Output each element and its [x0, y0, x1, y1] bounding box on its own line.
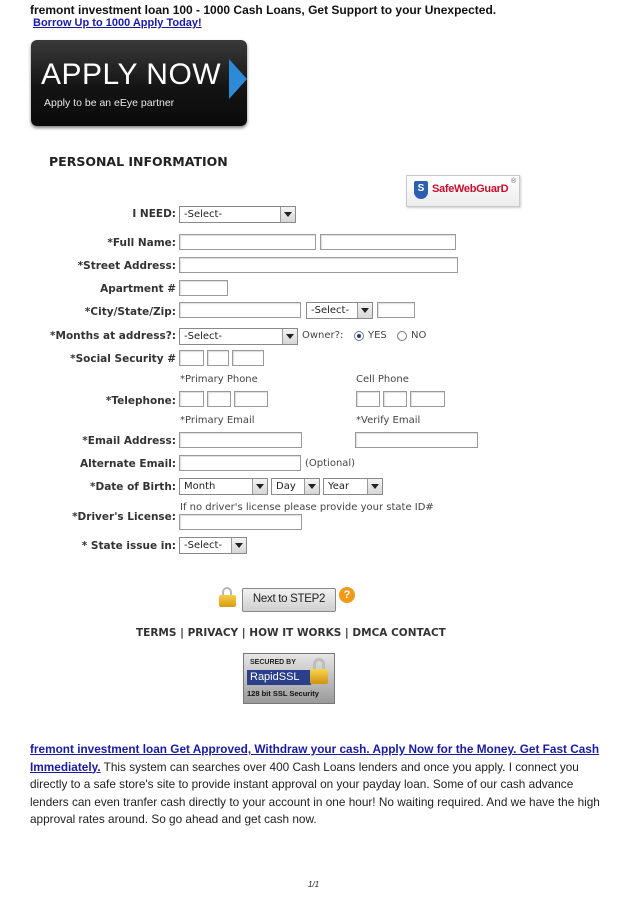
apply-now-label: APPLY NOW [41, 58, 222, 91]
dmca-contact-link[interactable]: DMCA CONTACT [352, 627, 446, 639]
help-icon[interactable]: ? [339, 587, 355, 603]
city-label: *City/State/Zip: [84, 306, 176, 318]
need-select-value: -Select- [184, 209, 223, 220]
dob-year-select[interactable] [323, 478, 383, 495]
dob-month-select[interactable] [179, 478, 268, 495]
months-label: *Months at address?: [50, 330, 176, 342]
padlock-icon [310, 658, 328, 684]
apartment-input[interactable] [179, 280, 228, 296]
dob-year-value: Year [328, 481, 350, 492]
lock-icon [219, 587, 237, 607]
owner-yes-radio[interactable] [354, 331, 364, 341]
owner-no-radio[interactable] [397, 331, 407, 341]
dob-month-value: Month [184, 481, 216, 492]
ssl-bits: 128 bit SSL Security [247, 689, 319, 698]
ssn-part3-input[interactable] [232, 350, 264, 366]
how-it-works-link[interactable]: HOW IT WORKS [249, 627, 342, 639]
owner-label: Owner?: [302, 330, 344, 341]
apply-now-sublabel: Apply to be an eEye partner [44, 97, 175, 109]
ssn-part1-input[interactable] [179, 350, 204, 366]
verify-email-input[interactable] [355, 432, 478, 448]
state-issue-value: -Select- [184, 540, 223, 551]
alt-email-input[interactable] [179, 455, 301, 471]
need-select[interactable] [179, 206, 296, 223]
phone-prefix-input[interactable] [207, 391, 231, 407]
license-label: *Driver's License: [72, 511, 176, 523]
license-input[interactable] [179, 514, 302, 530]
primary-phone-hint: *Primary Phone [180, 374, 258, 385]
dob-day-value: Day [276, 481, 296, 492]
ssl-brand: RapidSSL [247, 670, 311, 685]
phone-area-input[interactable] [179, 391, 204, 407]
email-input[interactable] [179, 432, 302, 448]
chevron-down-icon [367, 479, 382, 494]
alt-email-label: Alternate Email: [80, 458, 176, 470]
terms-link[interactable]: TERMS [136, 627, 177, 639]
cell-phone-hint: Cell Phone [356, 374, 409, 385]
primary-email-hint: *Primary Email [180, 415, 255, 426]
state-select-value: -Select- [311, 305, 350, 316]
optional-hint: (Optional) [305, 458, 356, 469]
page-title: fremont investment loan 100 - 1000 Cash Loans, Get Support to your Unexpected. [30, 3, 497, 17]
need-label: I NEED: [132, 208, 176, 220]
safewebguard-badge [406, 175, 520, 207]
arrow-right-icon [229, 59, 247, 99]
borrow-link[interactable]: Borrow Up to 1000 Apply Today! [33, 17, 202, 29]
phone-line-input[interactable] [234, 391, 268, 407]
last-name-input[interactable] [320, 234, 456, 250]
state-issue-label: * State issue in: [81, 540, 176, 552]
email-label: *Email Address: [82, 435, 176, 447]
state-select[interactable] [306, 302, 373, 319]
chevron-down-icon [357, 303, 372, 318]
state-issue-select[interactable] [179, 537, 247, 554]
dob-label: *Date of Birth: [90, 481, 176, 493]
chevron-down-icon [252, 479, 267, 494]
badge-text: SafeWebGuarD [432, 183, 509, 195]
section-title: PERSONAL INFORMATION [49, 154, 228, 169]
cell-area-input[interactable] [356, 391, 380, 407]
rapidssl-badge [243, 653, 335, 704]
ssn-part2-input[interactable] [207, 350, 229, 366]
body-link[interactable]: fremont investment loan Get Approved, Withdraw your cash. Apply Now for the Money. Get Fast Cash Immediately. [30, 742, 600, 774]
chevron-down-icon [304, 479, 319, 494]
full-name-label: *Full Name: [107, 237, 176, 249]
next-step-button[interactable]: Next to STEP2 [242, 588, 336, 612]
ssn-label: *Social Security # [70, 353, 176, 365]
street-input[interactable] [179, 257, 458, 273]
dob-day-select[interactable] [271, 478, 320, 495]
cell-line-input[interactable] [410, 391, 445, 407]
cell-prefix-input[interactable] [383, 391, 407, 407]
apply-now-button[interactable] [31, 40, 247, 126]
ssl-secured-by: SECURED BY [250, 659, 296, 666]
chevron-down-icon [282, 329, 297, 344]
apartment-label: Apartment # [100, 283, 176, 295]
telephone-label: *Telephone: [105, 395, 176, 407]
body-paragraph [30, 741, 610, 829]
chevron-down-icon [231, 538, 246, 553]
page-number: 1/1 [308, 880, 320, 889]
body-text: This system can searches over 400 Cash Loans lenders and once you apply. I connect you directly to a safe store's site to provide instant approval on your payday loan. Some of our cash advance lenders can even tranfer cash directly to your account in one hour! No waiting required. And we have the high approval rates around. So go ahead and get cash now. [30, 759, 600, 826]
privacy-link[interactable]: PRIVACY [187, 627, 239, 639]
registered-mark: ® [511, 178, 517, 185]
shield-icon: S [414, 181, 428, 199]
license-note: If no driver's license please provide your state ID# [180, 502, 434, 513]
zip-input[interactable] [377, 302, 415, 318]
first-name-input[interactable] [179, 234, 316, 250]
verify-email-hint: *Verify Email [356, 415, 421, 426]
chevron-down-icon [280, 207, 295, 222]
city-input[interactable] [179, 302, 301, 318]
months-select-value: -Select- [184, 331, 223, 342]
owner-yes-label: YES [368, 330, 387, 341]
street-label: *Street Address: [77, 260, 176, 272]
owner-no-label: NO [411, 330, 427, 341]
footer-links: TERMS | PRIVACY | HOW IT WORKS | DMCA CONTACT [136, 627, 446, 639]
months-select[interactable] [179, 328, 298, 345]
